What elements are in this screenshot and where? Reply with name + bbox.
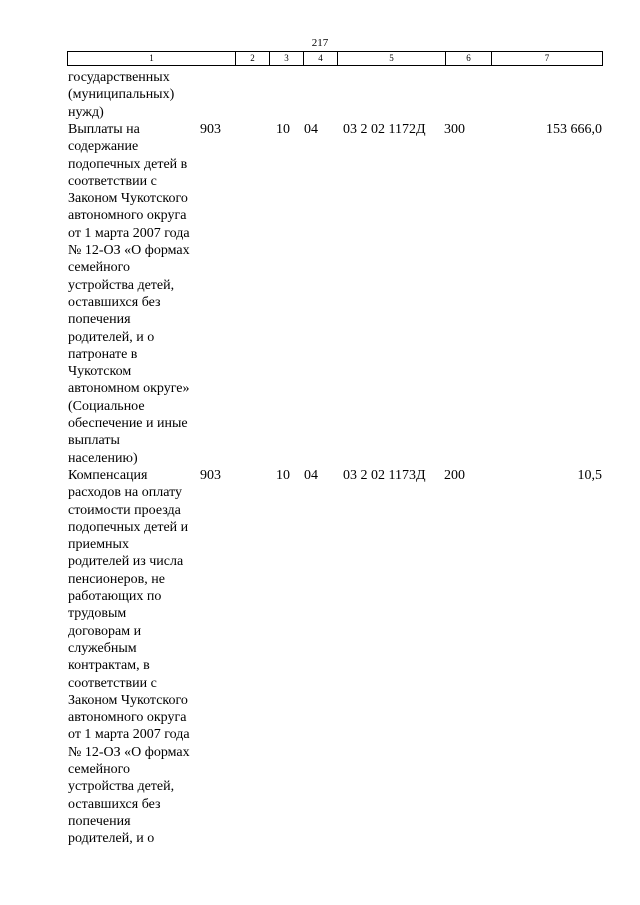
ministry-code: 903 [200, 122, 221, 137]
column-header-6: 6 [446, 52, 492, 66]
section-code: 10 [276, 468, 290, 483]
column-header-3: 3 [270, 52, 304, 66]
amount: 153 666,0 [546, 122, 602, 137]
expense-type-code: 200 [444, 468, 465, 483]
item-name: Компенсация расходов на оплату стоимости проезда подопечных детей и приемных родителей из числа пенсионеров, не работающих по трудовым договорам и служебным контрактам, в соответствии с Законом Чукотского автономного округа от 1 марта 2007 года № 12-ОЗ «О формах семейного устройства детей, оставшихся без попечения родителей, и о [68, 468, 190, 847]
target-article-code: 03 2 02 1172Д [343, 122, 426, 137]
column-header-table [67, 51, 603, 66]
expense-type-code: 300 [444, 122, 465, 137]
section-code: 10 [276, 122, 290, 137]
subsection-code: 04 [304, 122, 318, 137]
item-name: Выплаты на содержание подопечных детей в соответствии с Законом Чукотского автономного округа от 1 марта 2007 года № 12-ОЗ «О формах семейного устройства детей, оставшихся без попечения родителей, и о патронате в Чукотском автономном округе» (Социальное обеспечение и иные выплаты населению) [68, 122, 190, 466]
amount: 10,5 [577, 468, 602, 483]
column-header-7: 7 [492, 52, 603, 66]
column-header-4: 4 [304, 52, 338, 66]
target-article-code: 03 2 02 1173Д [343, 468, 426, 483]
column-header-2: 2 [236, 52, 270, 66]
column-header-1: 1 [68, 52, 236, 66]
subsection-code: 04 [304, 468, 318, 483]
page-number: 217 [311, 37, 329, 49]
column-header-5: 5 [338, 52, 446, 66]
column-number-row [68, 52, 603, 66]
item-name: государственных (муниципальных) нужд) [68, 70, 175, 120]
ministry-code: 903 [200, 468, 221, 483]
